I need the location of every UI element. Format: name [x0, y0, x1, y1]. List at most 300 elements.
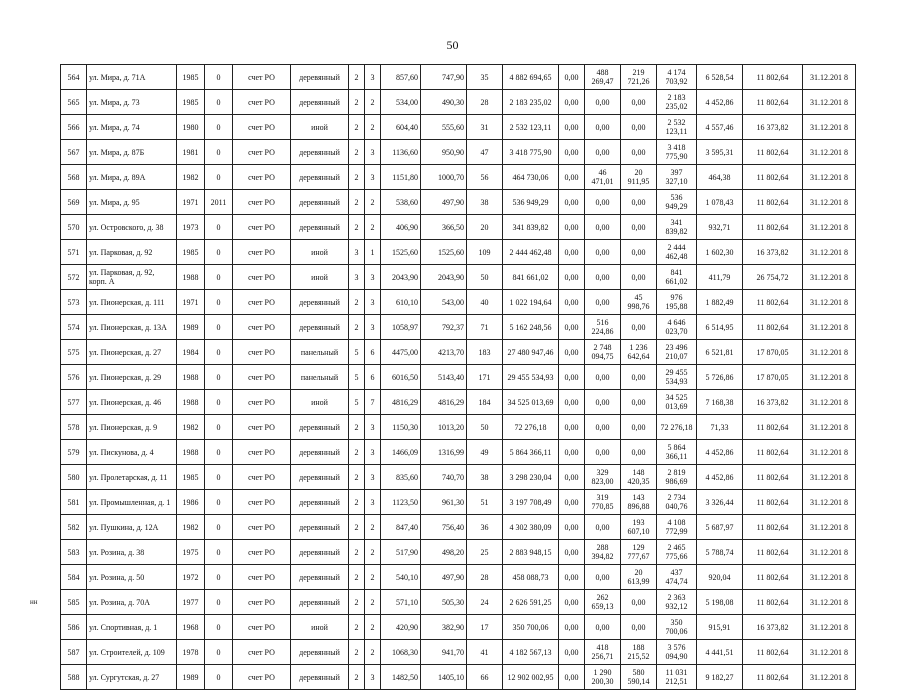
- municipal-funds-cell: 193 607,10: [621, 515, 657, 540]
- living-area-cell: 941,70: [421, 640, 467, 665]
- build-year-cell: 1985: [177, 240, 205, 265]
- table-row: [61, 65, 856, 90]
- unit-cost-cell: 920,04: [697, 565, 743, 590]
- completion-date-cell: 31.12.201 8: [803, 465, 856, 490]
- regional-funds-cell: 329 823,00: [585, 465, 621, 490]
- owner-funds-cell: 29 455 534,93: [657, 365, 697, 390]
- unit-cost-cell: 1 078,43: [697, 190, 743, 215]
- living-area-cell: 497,90: [421, 190, 467, 215]
- total-cost-cell: 2 626 591,25: [503, 590, 559, 615]
- federal-funds-cell: 0,00: [559, 515, 585, 540]
- reconstruction-year-cell: 0: [205, 240, 233, 265]
- federal-funds-cell: 0,00: [559, 590, 585, 615]
- unit-cost-cell: 6 521,81: [697, 340, 743, 365]
- completion-date-cell: 31.12.201 8: [803, 565, 856, 590]
- address-cell: ул. Мира, д. 74: [87, 115, 177, 140]
- reconstruction-year-cell: 0: [205, 365, 233, 390]
- federal-funds-cell: 0,00: [559, 265, 585, 290]
- floors-count-cell: 5: [349, 365, 365, 390]
- municipal-funds-cell: 0,00: [621, 240, 657, 265]
- residents-count-cell: 35: [467, 65, 503, 90]
- max-unit-cost-cell: 11 802,64: [743, 290, 803, 315]
- reconstruction-year-cell: 0: [205, 290, 233, 315]
- unit-cost-cell: 4 557,46: [697, 115, 743, 140]
- max-unit-cost-cell: 16 373,82: [743, 115, 803, 140]
- unit-cost-cell: 4 441,51: [697, 640, 743, 665]
- address-cell: ул. Пискунова, д. 4: [87, 440, 177, 465]
- total-cost-cell: 27 480 947,46: [503, 340, 559, 365]
- row-number-cell: 584: [61, 565, 87, 590]
- unit-cost-cell: 3 326,44: [697, 490, 743, 515]
- total-cost-cell: 29 455 534,93: [503, 365, 559, 390]
- municipal-funds-cell: 0,00: [621, 140, 657, 165]
- max-unit-cost-cell: 11 802,64: [743, 590, 803, 615]
- owner-funds-cell: 2 532 123,11: [657, 115, 697, 140]
- address-cell: ул. Пионерская, д. 13А: [87, 315, 177, 340]
- total-area-cell: 1068,30: [381, 640, 421, 665]
- residents-count-cell: 56: [467, 165, 503, 190]
- fund-method-cell: счет РО: [233, 465, 291, 490]
- federal-funds-cell: 0,00: [559, 640, 585, 665]
- entrances-count-cell: 2: [365, 190, 381, 215]
- address-cell: ул. Пионерская, д. 46: [87, 390, 177, 415]
- unit-cost-cell: 9 182,27: [697, 665, 743, 690]
- living-area-cell: 1525,60: [421, 240, 467, 265]
- reconstruction-year-cell: 0: [205, 415, 233, 440]
- residents-count-cell: 47: [467, 140, 503, 165]
- table-row: [61, 665, 856, 690]
- unit-cost-cell: 71,33: [697, 415, 743, 440]
- owner-funds-cell: 4 108 772,99: [657, 515, 697, 540]
- living-area-cell: 961,30: [421, 490, 467, 515]
- municipal-funds-cell: 129 777,67: [621, 540, 657, 565]
- build-year-cell: 1981: [177, 140, 205, 165]
- reconstruction-year-cell: 0: [205, 515, 233, 540]
- regional-funds-cell: 418 256,71: [585, 640, 621, 665]
- unit-cost-cell: 6 514,95: [697, 315, 743, 340]
- registry-rows: [61, 65, 856, 690]
- row-number-cell: 568: [61, 165, 87, 190]
- federal-funds-cell: 0,00: [559, 165, 585, 190]
- address-cell: ул. Пионерская, д. 27: [87, 340, 177, 365]
- row-number-cell: 579: [61, 440, 87, 465]
- fund-method-cell: счет РО: [233, 115, 291, 140]
- max-unit-cost-cell: 11 802,64: [743, 140, 803, 165]
- owner-funds-cell: 841 661,02: [657, 265, 697, 290]
- reconstruction-year-cell: 0: [205, 215, 233, 240]
- completion-date-cell: 31.12.201 8: [803, 165, 856, 190]
- residents-count-cell: 17: [467, 615, 503, 640]
- municipal-funds-cell: 0,00: [621, 90, 657, 115]
- regional-funds-cell: 0,00: [585, 515, 621, 540]
- floors-count-cell: 2: [349, 465, 365, 490]
- fund-method-cell: счет РО: [233, 540, 291, 565]
- total-cost-cell: 4 302 380,09: [503, 515, 559, 540]
- table-row: [61, 265, 856, 290]
- fund-method-cell: счет РО: [233, 65, 291, 90]
- build-year-cell: 1985: [177, 90, 205, 115]
- reconstruction-year-cell: 0: [205, 165, 233, 190]
- regional-funds-cell: 46 471,01: [585, 165, 621, 190]
- max-unit-cost-cell: 11 802,64: [743, 640, 803, 665]
- row-number-cell: 580: [61, 465, 87, 490]
- total-cost-cell: 350 700,06: [503, 615, 559, 640]
- living-area-cell: 1405,10: [421, 665, 467, 690]
- table-row: [61, 615, 856, 640]
- build-year-cell: 1971: [177, 190, 205, 215]
- completion-date-cell: 31.12.201 8: [803, 215, 856, 240]
- unit-cost-cell: 1 882,49: [697, 290, 743, 315]
- municipal-funds-cell: 0,00: [621, 415, 657, 440]
- build-year-cell: 1972: [177, 565, 205, 590]
- municipal-funds-cell: 0,00: [621, 615, 657, 640]
- fund-method-cell: счет РО: [233, 615, 291, 640]
- owner-funds-cell: 2 819 986,69: [657, 465, 697, 490]
- max-unit-cost-cell: 17 870,05: [743, 340, 803, 365]
- address-cell: ул. Мира, д. 71А: [87, 65, 177, 90]
- regional-funds-cell: 0,00: [585, 415, 621, 440]
- max-unit-cost-cell: 16 373,82: [743, 615, 803, 640]
- completion-date-cell: 31.12.201 8: [803, 390, 856, 415]
- total-area-cell: 540,10: [381, 565, 421, 590]
- address-cell: ул. Мира, д. 95: [87, 190, 177, 215]
- total-cost-cell: 5 864 366,11: [503, 440, 559, 465]
- federal-funds-cell: 0,00: [559, 490, 585, 515]
- entrances-count-cell: 3: [365, 665, 381, 690]
- table-row: [61, 440, 856, 465]
- max-unit-cost-cell: 11 802,64: [743, 515, 803, 540]
- completion-date-cell: 31.12.201 8: [803, 440, 856, 465]
- living-area-cell: 4816,29: [421, 390, 467, 415]
- unit-cost-cell: 3 595,31: [697, 140, 743, 165]
- living-area-cell: 555,60: [421, 115, 467, 140]
- wall-material-cell: деревянный: [291, 65, 349, 90]
- residents-count-cell: 183: [467, 340, 503, 365]
- row-number-cell: 565: [61, 90, 87, 115]
- residents-count-cell: 71: [467, 315, 503, 340]
- total-area-cell: 2043,90: [381, 265, 421, 290]
- owner-funds-cell: 350 700,06: [657, 615, 697, 640]
- row-number-cell: 575: [61, 340, 87, 365]
- wall-material-cell: деревянный: [291, 190, 349, 215]
- wall-material-cell: панельный: [291, 365, 349, 390]
- wall-material-cell: иной: [291, 390, 349, 415]
- completion-date-cell: 31.12.201 8: [803, 265, 856, 290]
- living-area-cell: 366,50: [421, 215, 467, 240]
- entrances-count-cell: 2: [365, 115, 381, 140]
- completion-date-cell: 31.12.201 8: [803, 90, 856, 115]
- living-area-cell: 497,90: [421, 565, 467, 590]
- row-number-cell: 564: [61, 65, 87, 90]
- total-cost-cell: 536 949,29: [503, 190, 559, 215]
- floors-count-cell: 3: [349, 240, 365, 265]
- max-unit-cost-cell: 11 802,64: [743, 440, 803, 465]
- address-cell: ул. Розина, д. 38: [87, 540, 177, 565]
- total-area-cell: 1525,60: [381, 240, 421, 265]
- max-unit-cost-cell: 11 802,64: [743, 190, 803, 215]
- row-number-cell: 582: [61, 515, 87, 540]
- municipal-funds-cell: 1 236 642,64: [621, 340, 657, 365]
- total-area-cell: 420,90: [381, 615, 421, 640]
- regional-funds-cell: 262 659,13: [585, 590, 621, 615]
- build-year-cell: 1988: [177, 365, 205, 390]
- total-area-cell: 1058,97: [381, 315, 421, 340]
- federal-funds-cell: 0,00: [559, 390, 585, 415]
- residents-count-cell: 51: [467, 490, 503, 515]
- max-unit-cost-cell: 16 373,82: [743, 390, 803, 415]
- wall-material-cell: деревянный: [291, 640, 349, 665]
- federal-funds-cell: 0,00: [559, 615, 585, 640]
- owner-funds-cell: 3 418 775,90: [657, 140, 697, 165]
- fund-method-cell: счет РО: [233, 140, 291, 165]
- table-row: [61, 190, 856, 215]
- regional-funds-cell: 1 290 200,30: [585, 665, 621, 690]
- municipal-funds-cell: 188 215,52: [621, 640, 657, 665]
- table-row: [61, 540, 856, 565]
- fund-method-cell: счет РО: [233, 240, 291, 265]
- entrances-count-cell: 3: [365, 440, 381, 465]
- floors-count-cell: 3: [349, 265, 365, 290]
- owner-funds-cell: 2 183 235,02: [657, 90, 697, 115]
- unit-cost-cell: 915,91: [697, 615, 743, 640]
- unit-cost-cell: 464,38: [697, 165, 743, 190]
- row-number-cell: 583: [61, 540, 87, 565]
- completion-date-cell: 31.12.201 8: [803, 290, 856, 315]
- fund-method-cell: счет РО: [233, 340, 291, 365]
- row-number-cell: 572: [61, 265, 87, 290]
- row-number-cell: 567: [61, 140, 87, 165]
- residents-count-cell: 171: [467, 365, 503, 390]
- floors-count-cell: 2: [349, 115, 365, 140]
- owner-funds-cell: 341 839,82: [657, 215, 697, 240]
- reconstruction-year-cell: 0: [205, 440, 233, 465]
- total-cost-cell: 841 661,02: [503, 265, 559, 290]
- total-cost-cell: 4 182 567,13: [503, 640, 559, 665]
- fund-method-cell: счет РО: [233, 390, 291, 415]
- residents-count-cell: 184: [467, 390, 503, 415]
- fund-method-cell: счет РО: [233, 590, 291, 615]
- total-cost-cell: 341 839,82: [503, 215, 559, 240]
- wall-material-cell: иной: [291, 240, 349, 265]
- total-area-cell: 1482,50: [381, 665, 421, 690]
- table-row: [61, 390, 856, 415]
- reconstruction-year-cell: 0: [205, 615, 233, 640]
- municipal-funds-cell: 0,00: [621, 390, 657, 415]
- entrances-count-cell: 3: [365, 265, 381, 290]
- fund-method-cell: счет РО: [233, 415, 291, 440]
- total-cost-cell: 2 183 235,02: [503, 90, 559, 115]
- regional-funds-cell: 0,00: [585, 90, 621, 115]
- living-area-cell: 1316,99: [421, 440, 467, 465]
- entrances-count-cell: 3: [365, 490, 381, 515]
- entrances-count-cell: 2: [365, 640, 381, 665]
- living-area-cell: 505,30: [421, 590, 467, 615]
- entrances-count-cell: 3: [365, 290, 381, 315]
- row-number-cell: 578: [61, 415, 87, 440]
- address-cell: ул. Мира, д. 73: [87, 90, 177, 115]
- wall-material-cell: деревянный: [291, 165, 349, 190]
- build-year-cell: 1985: [177, 465, 205, 490]
- residents-count-cell: 50: [467, 415, 503, 440]
- build-year-cell: 1984: [177, 340, 205, 365]
- entrances-count-cell: 1: [365, 240, 381, 265]
- wall-material-cell: деревянный: [291, 515, 349, 540]
- completion-date-cell: 31.12.201 8: [803, 590, 856, 615]
- wall-material-cell: деревянный: [291, 290, 349, 315]
- regional-funds-cell: 0,00: [585, 290, 621, 315]
- table-row: [61, 515, 856, 540]
- address-cell: ул. Розина, д. 50: [87, 565, 177, 590]
- reconstruction-year-cell: 0: [205, 90, 233, 115]
- wall-material-cell: деревянный: [291, 590, 349, 615]
- regional-funds-cell: 0,00: [585, 215, 621, 240]
- total-cost-cell: 12 902 002,95: [503, 665, 559, 690]
- regional-funds-cell: 0,00: [585, 240, 621, 265]
- address-cell: ул. Спортивная, д. 1: [87, 615, 177, 640]
- build-year-cell: 1986: [177, 490, 205, 515]
- table-row: [61, 90, 856, 115]
- owner-funds-cell: 2 734 040,76: [657, 490, 697, 515]
- federal-funds-cell: 0,00: [559, 215, 585, 240]
- row-number-cell: 577: [61, 390, 87, 415]
- completion-date-cell: 31.12.201 8: [803, 615, 856, 640]
- table-row: [61, 590, 856, 615]
- row-number-cell: 581: [61, 490, 87, 515]
- fund-method-cell: счет РО: [233, 440, 291, 465]
- completion-date-cell: 31.12.201 8: [803, 240, 856, 265]
- total-cost-cell: 2 444 462,48: [503, 240, 559, 265]
- completion-date-cell: 31.12.201 8: [803, 540, 856, 565]
- regional-funds-cell: 319 770,85: [585, 490, 621, 515]
- completion-date-cell: 31.12.201 8: [803, 65, 856, 90]
- owner-funds-cell: 5 864 366,11: [657, 440, 697, 465]
- fund-method-cell: счет РО: [233, 490, 291, 515]
- total-area-cell: 1136,60: [381, 140, 421, 165]
- floors-count-cell: 2: [349, 615, 365, 640]
- wall-material-cell: деревянный: [291, 140, 349, 165]
- floors-count-cell: 2: [349, 90, 365, 115]
- floors-count-cell: 2: [349, 165, 365, 190]
- total-area-cell: 847,40: [381, 515, 421, 540]
- table-row: [61, 315, 856, 340]
- max-unit-cost-cell: 11 802,64: [743, 315, 803, 340]
- max-unit-cost-cell: 26 754,72: [743, 265, 803, 290]
- living-area-cell: 1013,20: [421, 415, 467, 440]
- regional-funds-cell: 516 224,86: [585, 315, 621, 340]
- municipal-funds-cell: 0,00: [621, 190, 657, 215]
- address-cell: ул. Строителей, д. 109: [87, 640, 177, 665]
- floors-count-cell: 2: [349, 440, 365, 465]
- wall-material-cell: деревянный: [291, 465, 349, 490]
- floors-count-cell: 2: [349, 65, 365, 90]
- total-cost-cell: 3 418 775,90: [503, 140, 559, 165]
- floors-count-cell: 5: [349, 390, 365, 415]
- federal-funds-cell: 0,00: [559, 240, 585, 265]
- federal-funds-cell: 0,00: [559, 115, 585, 140]
- owner-funds-cell: 397 327,10: [657, 165, 697, 190]
- build-year-cell: 1968: [177, 615, 205, 640]
- floors-count-cell: 5: [349, 340, 365, 365]
- municipal-funds-cell: 20 613,99: [621, 565, 657, 590]
- unit-cost-cell: 1 602,30: [697, 240, 743, 265]
- owner-funds-cell: 11 031 212,51: [657, 665, 697, 690]
- entrances-count-cell: 3: [365, 415, 381, 440]
- federal-funds-cell: 0,00: [559, 65, 585, 90]
- total-area-cell: 835,60: [381, 465, 421, 490]
- municipal-funds-cell: 0,00: [621, 215, 657, 240]
- max-unit-cost-cell: 11 802,64: [743, 665, 803, 690]
- max-unit-cost-cell: 11 802,64: [743, 465, 803, 490]
- build-year-cell: 1975: [177, 540, 205, 565]
- municipal-funds-cell: 45 998,76: [621, 290, 657, 315]
- living-area-cell: 4213,70: [421, 340, 467, 365]
- municipal-funds-cell: 0,00: [621, 365, 657, 390]
- entrances-count-cell: 2: [365, 515, 381, 540]
- reconstruction-year-cell: 0: [205, 540, 233, 565]
- completion-date-cell: 31.12.201 8: [803, 340, 856, 365]
- entrances-count-cell: 3: [365, 65, 381, 90]
- fund-method-cell: счет РО: [233, 315, 291, 340]
- total-cost-cell: 464 730,06: [503, 165, 559, 190]
- entrances-count-cell: 2: [365, 590, 381, 615]
- living-area-cell: 5143,40: [421, 365, 467, 390]
- reconstruction-year-cell: 0: [205, 340, 233, 365]
- owner-funds-cell: 536 949,29: [657, 190, 697, 215]
- fund-method-cell: счет РО: [233, 565, 291, 590]
- municipal-funds-cell: 0,00: [621, 115, 657, 140]
- build-year-cell: 1988: [177, 390, 205, 415]
- residents-count-cell: 41: [467, 640, 503, 665]
- residents-count-cell: 109: [467, 240, 503, 265]
- federal-funds-cell: 0,00: [559, 365, 585, 390]
- municipal-funds-cell: 0,00: [621, 440, 657, 465]
- unit-cost-cell: 5 726,86: [697, 365, 743, 390]
- fund-method-cell: счет РО: [233, 190, 291, 215]
- owner-funds-cell: 2 444 462,48: [657, 240, 697, 265]
- build-year-cell: 1982: [177, 515, 205, 540]
- total-area-cell: 517,90: [381, 540, 421, 565]
- total-area-cell: 538,60: [381, 190, 421, 215]
- fund-method-cell: счет РО: [233, 515, 291, 540]
- address-cell: ул. Пионерская, д. 29: [87, 365, 177, 390]
- total-area-cell: 610,10: [381, 290, 421, 315]
- table-row: [61, 140, 856, 165]
- floors-count-cell: 2: [349, 415, 365, 440]
- municipal-funds-cell: 0,00: [621, 590, 657, 615]
- entrances-count-cell: 2: [365, 540, 381, 565]
- unit-cost-cell: 6 528,54: [697, 65, 743, 90]
- wall-material-cell: деревянный: [291, 315, 349, 340]
- unit-cost-cell: 5 687,97: [697, 515, 743, 540]
- max-unit-cost-cell: 11 802,64: [743, 215, 803, 240]
- living-area-cell: 498,20: [421, 540, 467, 565]
- owner-funds-cell: 23 496 210,07: [657, 340, 697, 365]
- regional-funds-cell: 0,00: [585, 565, 621, 590]
- living-area-cell: 490,30: [421, 90, 467, 115]
- reconstruction-year-cell: 2011: [205, 190, 233, 215]
- total-area-cell: 1150,30: [381, 415, 421, 440]
- fund-method-cell: счет РО: [233, 290, 291, 315]
- federal-funds-cell: 0,00: [559, 465, 585, 490]
- housing-registry-table: [60, 64, 856, 690]
- municipal-funds-cell: 20 911,95: [621, 165, 657, 190]
- reconstruction-year-cell: 0: [205, 465, 233, 490]
- completion-date-cell: 31.12.201 8: [803, 140, 856, 165]
- completion-date-cell: 31.12.201 8: [803, 315, 856, 340]
- owner-funds-cell: 34 525 013,69: [657, 390, 697, 415]
- entrances-count-cell: 6: [365, 365, 381, 390]
- reconstruction-year-cell: 0: [205, 390, 233, 415]
